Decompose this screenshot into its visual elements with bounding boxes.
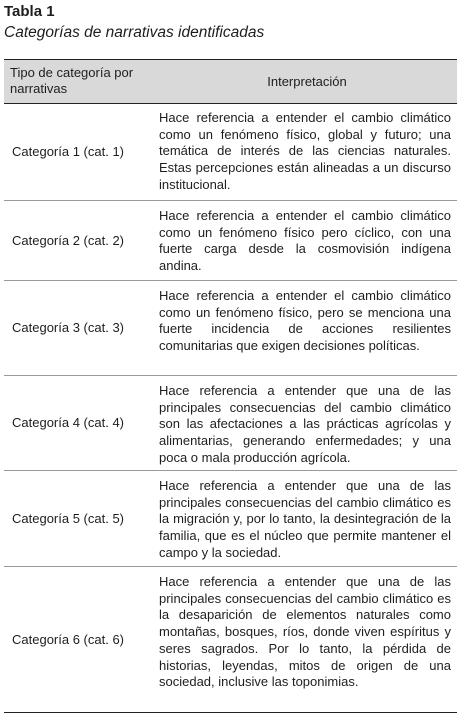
row-interpretation: Hace referencia a entender el cambio climático como un fenómeno físico, pero se menciona una fuerte incidencia de acciones resilientes comunitarias que exigen decisiones políticas. — [159, 288, 451, 354]
row-category: Categoría 1 (cat. 1) — [12, 144, 124, 159]
header-interpretation: Interpretación — [267, 74, 347, 89]
table-header — [4, 59, 457, 104]
row-category: Categoría 6 (cat. 6) — [12, 631, 124, 647]
row-category: Categoría 4 (cat. 4) — [12, 415, 124, 430]
narratives-table — [4, 59, 457, 713]
table-row — [4, 104, 457, 201]
table-row — [4, 201, 457, 281]
table-subtitle: Categorías de narrativas identificadas — [4, 24, 265, 41]
row-interpretation: Hace referencia a entender el cambio climático como un fenómeno físico pero cíclico, con una fuerte carga desde la cosmovisión indígena andina. — [159, 208, 451, 274]
table-title: Tabla 1 — [4, 3, 55, 20]
table-row — [4, 376, 457, 471]
table-body — [4, 104, 457, 713]
row-category: Categoría 5 (cat. 5) — [12, 510, 124, 526]
table-row — [4, 567, 457, 713]
table-row — [4, 471, 457, 567]
row-interpretation: Hace referencia a entender que una de las principales consecuencias del cambio climático son las afectaciones a las prácticas agrícolas y alimentarias, generando enfermedades; y una poca o mala producción agrícola. — [159, 383, 451, 465]
row-category: Categoría 2 (cat. 2) — [12, 232, 124, 248]
row-interpretation: Hace referencia a entender que una de las principales consecuencias del cambio climático es la desaparición de elementos naturales como montañas, bosques, ríos, donde viven espíritus y seres sagrados. Por lo tanto, la pérdida de historias, leyendas, mitos de origen de una sociedad, inclusive las toponimias. — [159, 574, 451, 690]
row-interpretation: Hace referencia a entender que una de las principales consecuencias del cambio climático es la migración y, por lo tanto, la desintegración de la familia, que es el núcleo que permite mantener el campo y la sociedad. — [159, 478, 451, 560]
row-interpretation: Hace referencia a entender el cambio climático como un fenómeno físico, global y futuro; una temática de interés de las ciencias naturales. Estas percepciones están alineadas a un discurso institucional. — [159, 110, 451, 192]
row-category: Categoría 3 (cat. 3) — [12, 320, 124, 335]
table-row — [4, 281, 457, 376]
header-category: Tipo de categoría por narrativas — [10, 65, 134, 96]
